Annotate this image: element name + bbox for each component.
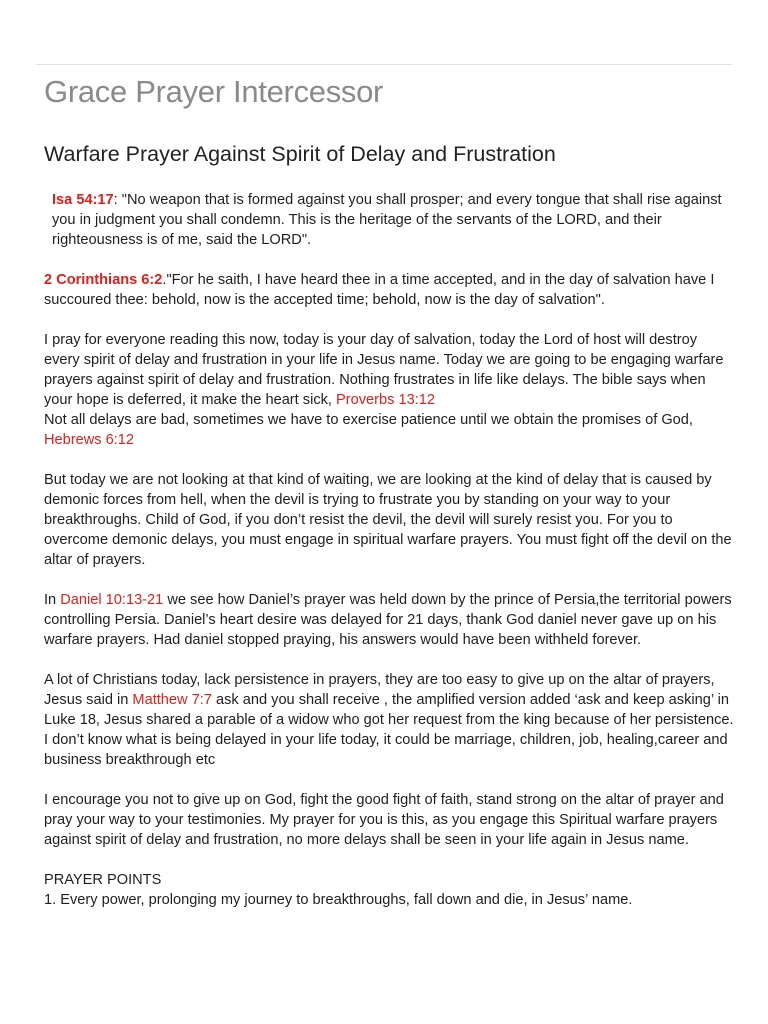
scripture-ref-daniel[interactable]: Daniel 10:13-21 xyxy=(60,592,164,608)
paragraph-encouragement xyxy=(44,790,734,850)
paragraph-text: I pray for everyone reading this now, today is your day of salvation, today the Lord of host will destroy every spirit of delay and frustration in your life in Jesus name. Today we are going to be engaging warfare prayers against spirit of delay and frustration. Nothing frustrates in life like delays. The bible says when your hope is deferred, it make the heart sick, xyxy=(44,332,724,408)
paragraph-text: we see how Daniel’s prayer was held down by the prince of Persia,the territorial powers controlling Persia. Daniel’s heart desire was delayed for 21 days, thank God daniel never gave up on his warfare prayers. Had daniel stopped praying, his answers would have been withheld forever. xyxy=(44,592,732,648)
prayer-point-item: 1. Every power, prolonging my journey to breakthroughs, fall down and die, in Jesus’ name. xyxy=(44,892,633,908)
scripture-ref-corinthians[interactable]: 2 Corinthians 6:2 xyxy=(44,272,163,288)
paragraph-intro xyxy=(44,330,734,450)
paragraph-persistence xyxy=(44,670,734,770)
prayer-points-heading: PRAYER POINTS xyxy=(44,872,162,888)
scripture-ref-hebrews[interactable]: Hebrews 6:12 xyxy=(44,432,135,448)
post-title: Warfare Prayer Against Spirit of Delay and Frustration xyxy=(44,142,556,166)
paragraph-demonic-delay xyxy=(44,470,734,570)
scripture-ref-matthew[interactable]: Matthew 7:7 xyxy=(132,692,212,708)
scripture-ref-isaiah[interactable]: Isa 54:17 xyxy=(52,192,114,208)
paragraph-text: But today we are not looking at that kind of waiting, we are looking at the kind of delay that is caused by demonic forces from hell, when the devil is trying to frustrate you by standing on your way to your breakthroughs. Child of God, if you don’t resist the devil, the devil will surely resist you. For you to overcome demonic delays, you must engage in spiritual warfare prayers. You must fight off the devil on the altar of prayers. xyxy=(44,472,732,568)
paragraph-text: ."For he saith, I have heard thee in a time accepted, and in the day of salvation have I succoured thee: behold, now is the accepted time; behold, now is the day of salvation". xyxy=(44,272,715,308)
paragraph-daniel xyxy=(44,590,734,650)
site-title[interactable]: Grace Prayer Intercessor xyxy=(44,74,384,109)
paragraph-text: ask and you shall receive , the amplified version added ‘ask and keep asking’ in Luke 18, Jesus shared a parable of a widow who got her request from the king because of her persistence. I don’t know what is being delayed in your life today, it could be marriage, children, job, healing,career and business breakthrough etc xyxy=(44,692,734,768)
paragraph-text: I encourage you not to give up on God, fight the good fight of faith, stand strong on the altar of prayer and pray your way to your testimonies. My prayer for you is this, as you engage this Spiritual warfare prayers against spirit of delay and frustration, no more delays shall be seen in your life again in Jesus name. xyxy=(44,792,724,848)
top-divider xyxy=(36,64,732,65)
paragraph-text: In xyxy=(44,592,61,608)
paragraph-text: : "No weapon that is formed against you shall prosper; and every tongue that shall rise against you in judgment you shall condemn. This is the heritage of the servants of the LORD, and their righteousness is of me, said the LORD". xyxy=(52,192,722,248)
post-content xyxy=(44,190,734,930)
paragraph-isaiah xyxy=(44,190,734,250)
scripture-ref-proverbs[interactable]: Proverbs 13:12 xyxy=(336,392,436,408)
paragraph-corinthians xyxy=(44,270,734,310)
paragraph-text: A lot of Christians today, lack persistence in prayers, they are too easy to give up on the altar of prayers, Jesus said in xyxy=(44,672,715,708)
prayer-points-section xyxy=(44,870,734,910)
paragraph-text: Not all delays are bad, sometimes we have to exercise patience until we obtain the promises of God, xyxy=(44,412,693,428)
